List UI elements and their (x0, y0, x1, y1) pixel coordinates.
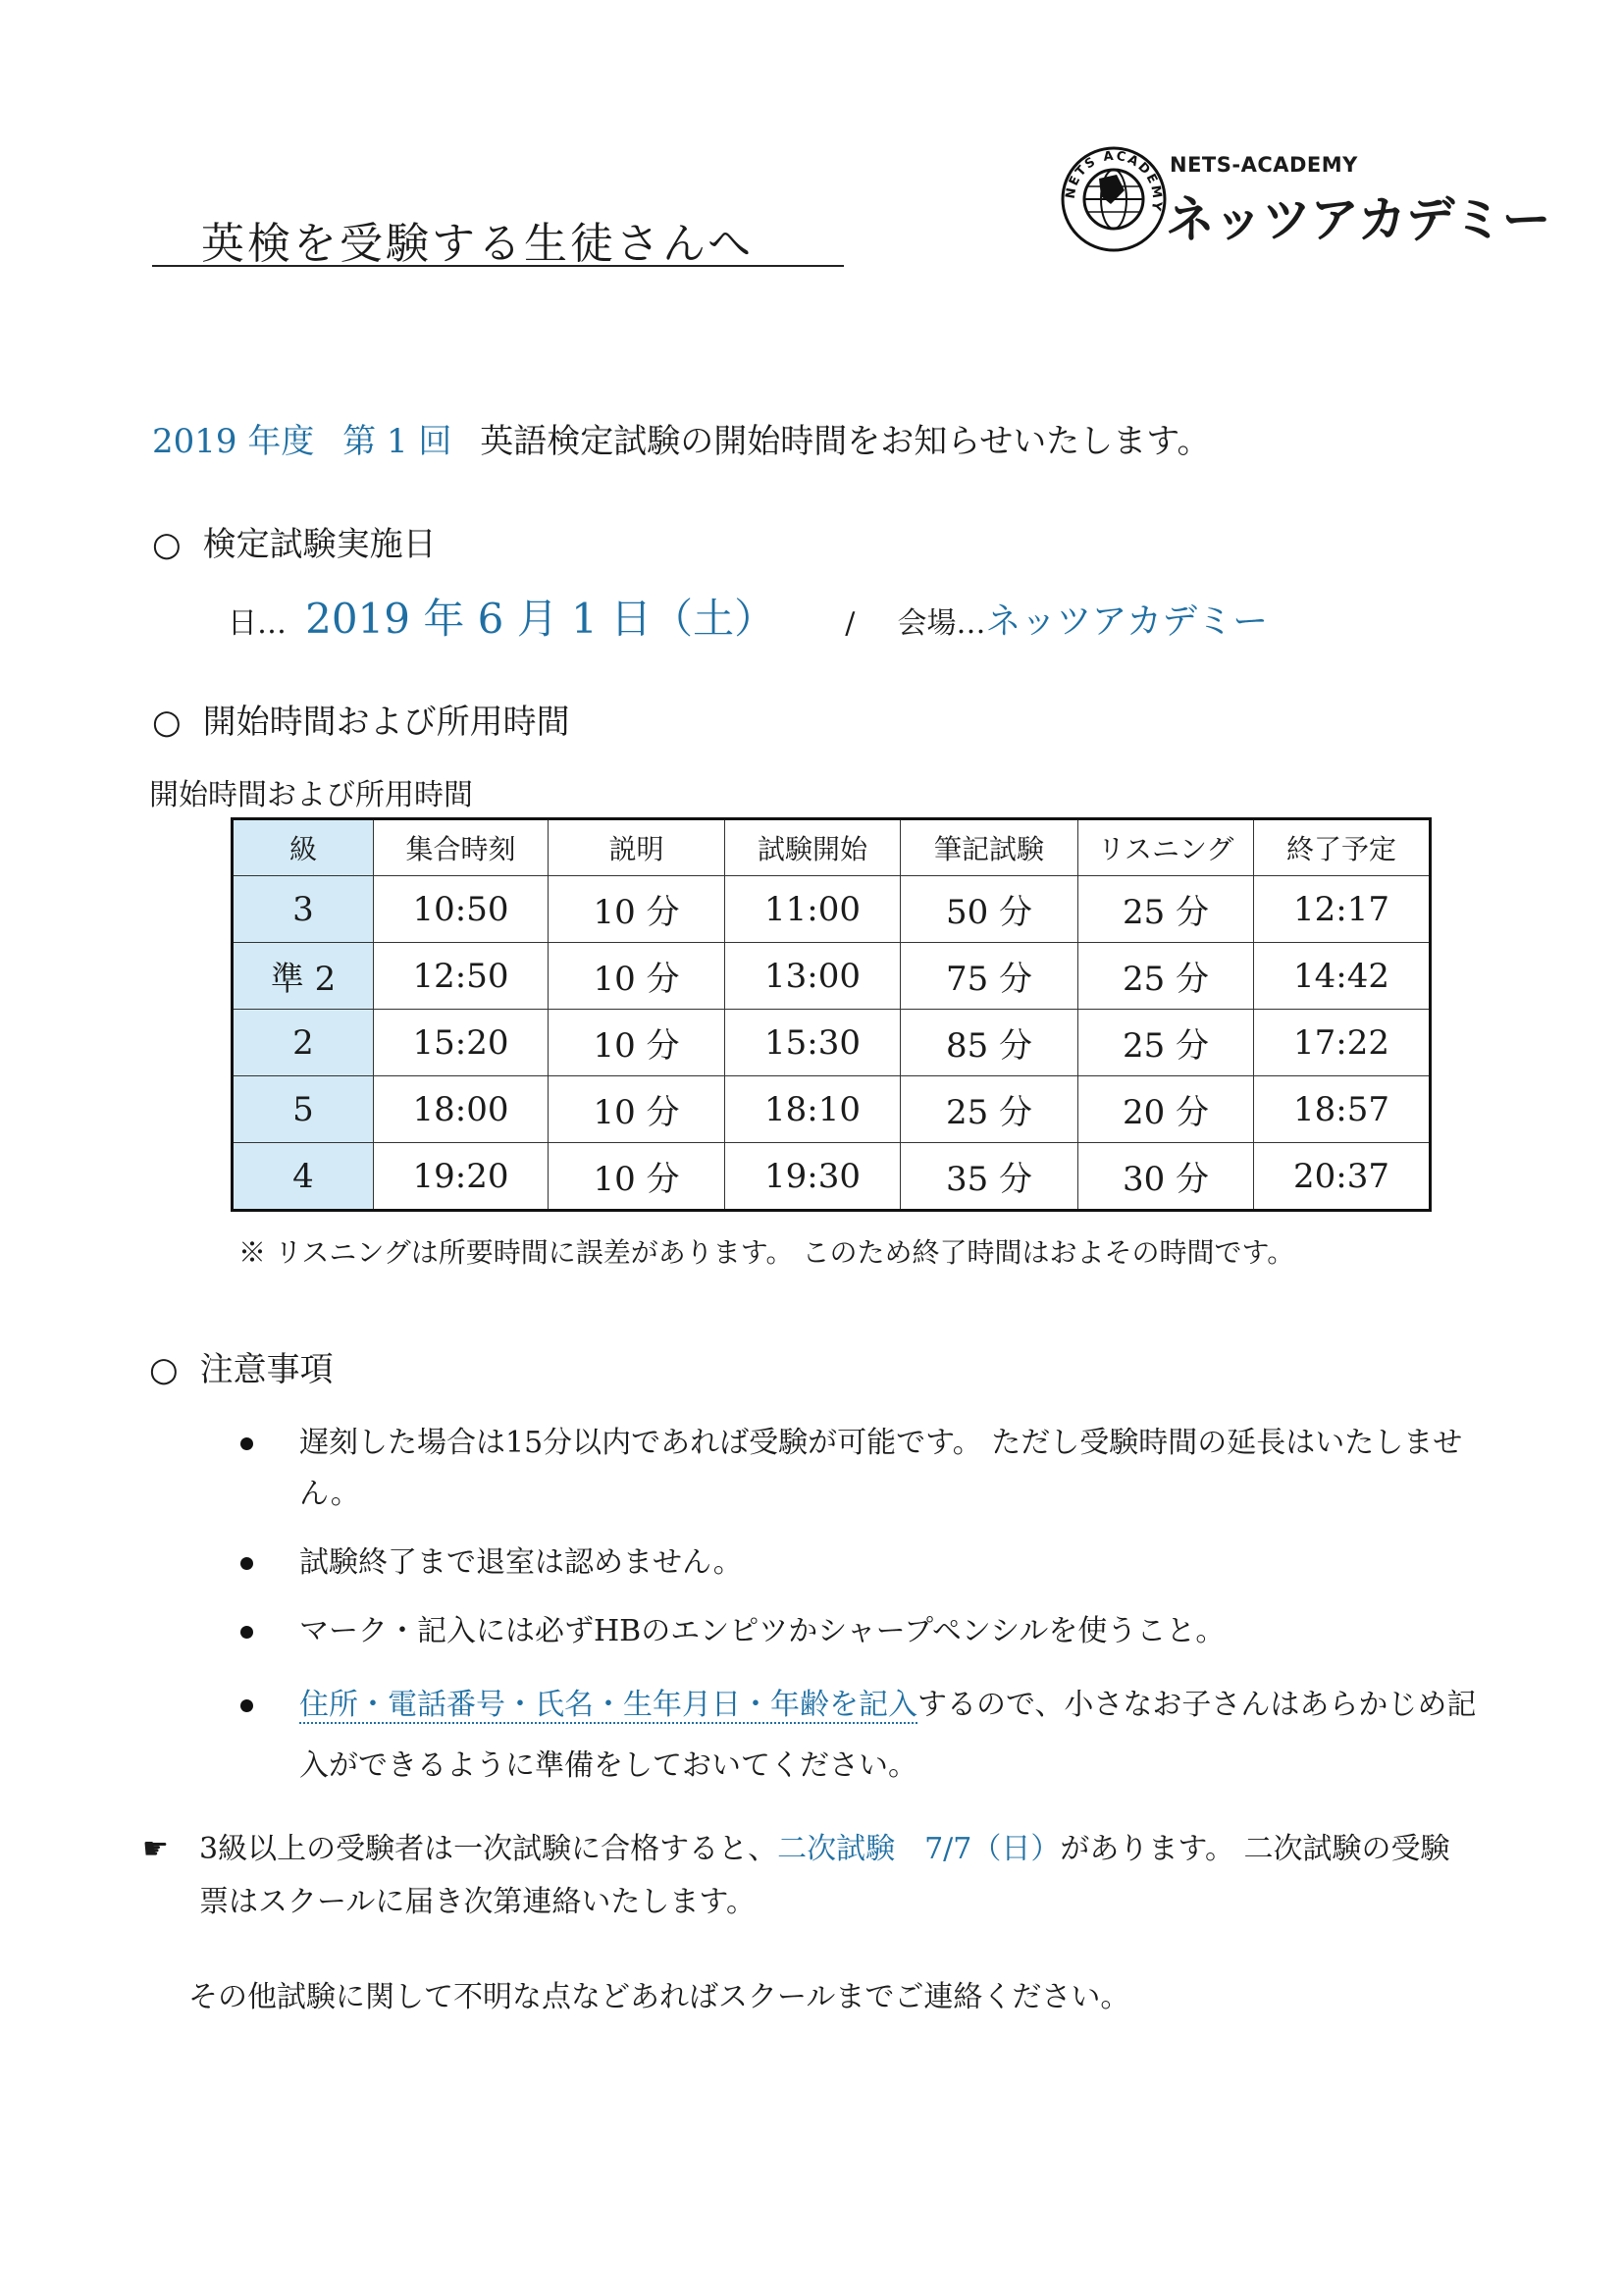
cell-end: 18:57 (1254, 1076, 1431, 1143)
section-bullet: ○ (152, 525, 182, 564)
cell-gather: 15:20 (374, 1010, 549, 1076)
cell-gather: 10:50 (374, 876, 549, 943)
section-exam-date (152, 517, 437, 565)
cell-end: 12:17 (1254, 876, 1431, 943)
second-exam-text-rest: があります。 二次試験の受験票はスクールに届き次第連絡いたします。 (199, 1832, 1450, 1919)
intro-year: 2019 年度 (152, 422, 315, 461)
bullet-dot (240, 1557, 253, 1570)
header-listening: リスニング (1078, 819, 1254, 876)
bullet-dot (240, 1626, 253, 1639)
list-item (240, 1675, 1487, 1797)
notice-text: 試験終了まで退室は認めません。 (299, 1545, 743, 1580)
cell-listening: 20 分 (1078, 1076, 1254, 1143)
notice-list (240, 1418, 1487, 1814)
notice-highlight: 住所・電話番号・氏名・生年月日・年齢を記入 (299, 1688, 917, 1722)
pointing-hand-icon: ☛ (142, 1832, 169, 1866)
cell-grade: 2 (233, 1010, 374, 1076)
table-caption: 開始時間および所用時間 (149, 778, 473, 812)
cell-listening: 25 分 (1078, 876, 1254, 943)
cell-gather: 19:20 (374, 1143, 549, 1211)
table-header-row (233, 819, 1431, 876)
intro-line (152, 414, 1210, 462)
section-heading: 開始時間および所用時間 (202, 703, 570, 742)
cell-end: 14:42 (1254, 943, 1431, 1010)
logo-ring-text: NETS ACADEMY (1063, 148, 1165, 214)
cell-gather: 12:50 (374, 943, 549, 1010)
cell-explanation: 10 分 (549, 1076, 725, 1143)
table-row (233, 943, 1431, 1010)
list-item (240, 1606, 1487, 1657)
cell-grade: 3 (233, 876, 374, 943)
schedule-table (231, 817, 1432, 1212)
cell-start: 15:30 (725, 1010, 901, 1076)
cell-explanation: 10 分 (549, 1143, 725, 1211)
logo-english: NETS-ACADEMY (1170, 153, 1358, 177)
separator: / (845, 606, 856, 641)
cell-written: 85 分 (901, 1010, 1078, 1076)
cell-explanation: 10 分 (549, 1010, 725, 1076)
cell-listening: 25 分 (1078, 1010, 1254, 1076)
bullet-dot (240, 1437, 253, 1450)
page-title: 英検を受験する生徒さんへ (201, 219, 755, 269)
cell-end: 17:22 (1254, 1010, 1431, 1076)
header-gather-time: 集合時刻 (374, 819, 549, 876)
section-bullet: ○ (149, 1350, 179, 1389)
cell-start: 11:00 (725, 876, 901, 943)
header-written: 筆記試験 (901, 819, 1078, 876)
date-venue-line (228, 587, 1268, 646)
cell-grade: 4 (233, 1143, 374, 1211)
list-item (240, 1538, 1487, 1589)
notice-text: 遅刻した場合は15分以内であれば受験が可能です。 ただし受験時間の延長はいたしません。 (299, 1426, 1463, 1511)
title-underline (152, 265, 844, 267)
cell-end: 20:37 (1254, 1143, 1431, 1211)
exam-date: 2019 年 6 月 1 日（土） (305, 595, 776, 643)
section-notices (149, 1342, 334, 1390)
intro-round: 第 1 回 (342, 422, 452, 461)
cell-written: 75 分 (901, 943, 1078, 1010)
list-item (240, 1418, 1487, 1520)
venue-name: ネッツアカデミー (985, 601, 1269, 642)
bullet-dot (240, 1699, 253, 1712)
section-heading: 検定試験実施日 (202, 525, 437, 564)
section-bullet: ○ (152, 703, 182, 742)
cell-listening: 25 分 (1078, 943, 1254, 1010)
notice-text: するので、小さなお子さんはあらかじめ記入ができるように準備をしておいてください。 (299, 1688, 1477, 1783)
section-heading: 注意事項 (199, 1350, 334, 1389)
cell-written: 25 分 (901, 1076, 1078, 1143)
table-row (233, 1010, 1431, 1076)
logo-japanese: ネッツアカデミー (1166, 191, 1550, 248)
cell-written: 50 分 (901, 876, 1078, 943)
intro-text: 英語検定試験の開始時間をお知らせいたします。 (480, 422, 1211, 461)
venue-prefix: 会場… (897, 606, 986, 641)
header-explanation: 説明 (549, 819, 725, 876)
cell-explanation: 10 分 (549, 943, 725, 1010)
date-prefix: 日… (228, 606, 287, 641)
cell-grade: 準 2 (233, 943, 374, 1010)
cell-listening: 30 分 (1078, 1143, 1254, 1211)
listening-note: ※ リスニングは所要時間に誤差があります。 このため終了時間はおよその時間です。 (238, 1236, 1295, 1269)
second-exam-note (142, 1823, 1457, 1929)
table-row (233, 1076, 1431, 1143)
nets-academy-logo (1060, 145, 1550, 258)
globe-icon (1060, 145, 1168, 253)
cell-explanation: 10 分 (549, 876, 725, 943)
cell-start: 13:00 (725, 943, 901, 1010)
cell-gather: 18:00 (374, 1076, 549, 1143)
notice-text: マーク・記入には必ずHBのエンピツかシャープペンシルを使うこと。 (299, 1614, 1226, 1648)
table-row (233, 876, 1431, 943)
cell-grade: 5 (233, 1076, 374, 1143)
cell-start: 19:30 (725, 1143, 901, 1211)
table-row (233, 1143, 1431, 1211)
cell-written: 35 分 (901, 1143, 1078, 1211)
second-exam-text: 3級以上の受験者は一次試験に合格すると、 (199, 1832, 778, 1866)
section-schedule (152, 695, 570, 743)
header-end-time: 終了予定 (1254, 819, 1431, 876)
contact-note: その他試験に関して不明な点などあればスクールまでご連絡ください。 (188, 1980, 1130, 2014)
header-grade: 級 (233, 819, 374, 876)
cell-start: 18:10 (725, 1076, 901, 1143)
header-exam-start: 試験開始 (725, 819, 901, 876)
second-exam-date: 二次試験 7/7（日） (777, 1832, 1061, 1866)
